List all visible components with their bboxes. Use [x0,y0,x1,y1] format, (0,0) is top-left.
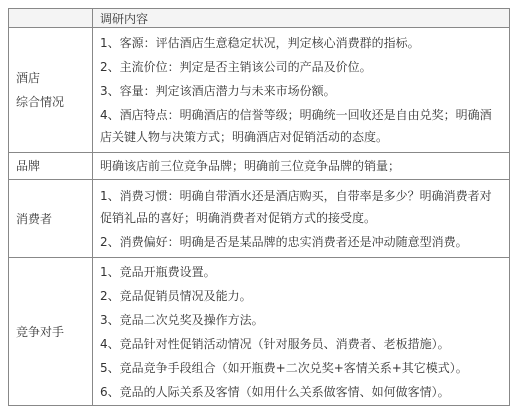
header-content-cell: 调研内容 [93,9,510,28]
list-item: 4、竞品针对性促销活动情况（针对服务员、消费者、老板措施）。 [100,336,450,351]
category-label: 综合情况 [16,95,65,109]
category-label: 竞争对手 [16,324,65,339]
table-row-hotel [9,28,510,153]
content-cell-hotel [93,28,510,153]
list-item: 3、容量：判定该酒店潜力与未来市场份额。 [100,84,336,98]
category-cell-hotel [9,28,93,153]
list-item: 1、消费习惯：明确自带酒水还是酒店购买，自带率是多少？明确消费者对促销礼品的喜好；明确消费者对促销方式的接受度。 [100,188,492,225]
list-item: 5、竞品竞争手段组合（如开瓶费+二次兑奖+客情关系+其它模式）。 [100,360,468,375]
category-cell-consumer [9,180,93,258]
header-category-cell [9,9,93,28]
category-cell-brand [9,153,93,180]
category-label: 消费者 [16,211,53,226]
content-cell-consumer [93,180,510,258]
category-cell-competitor [9,258,93,406]
list-item: 2、竞品促销员情况及能力。 [100,288,252,303]
header-row [9,9,510,28]
category-label: 品牌 [16,159,41,173]
table-row-competitor [9,258,510,406]
list-item: 明确该店前三位竞争品牌；明确前三位竞争品牌的销量； [100,159,401,173]
list-item: 1、客源：评估酒店生意稳定状况，判定核心消费群的指标。 [100,36,420,50]
list-item: 3、竞品二次兑奖及操作方法。 [100,312,264,327]
list-item: 1、竞品开瓶费设置。 [100,264,216,279]
research-content-table [8,8,510,406]
content-cell-brand [93,153,510,180]
list-item: 6、竞品的人际关系及客情（如用什么关系做客情、如何做客情）。 [100,384,450,399]
list-item: 4、酒店特点：明确酒店的信誉等级；明确统一回收还是自由兑奖；明确酒店关键人物与决策方式；明确酒店对促销活动的态度。 [100,108,492,144]
list-item: 2、消费偏好：明确是否是某品牌的忠实消费者还是冲动随意型消费。 [100,234,468,249]
table-row-brand [9,153,510,180]
category-label: 酒店 [16,71,41,85]
table-row-consumer [9,180,510,258]
list-item: 2、主流价位：判定是否主销该公司的产品及价位。 [100,60,372,74]
content-cell-competitor [93,258,510,406]
